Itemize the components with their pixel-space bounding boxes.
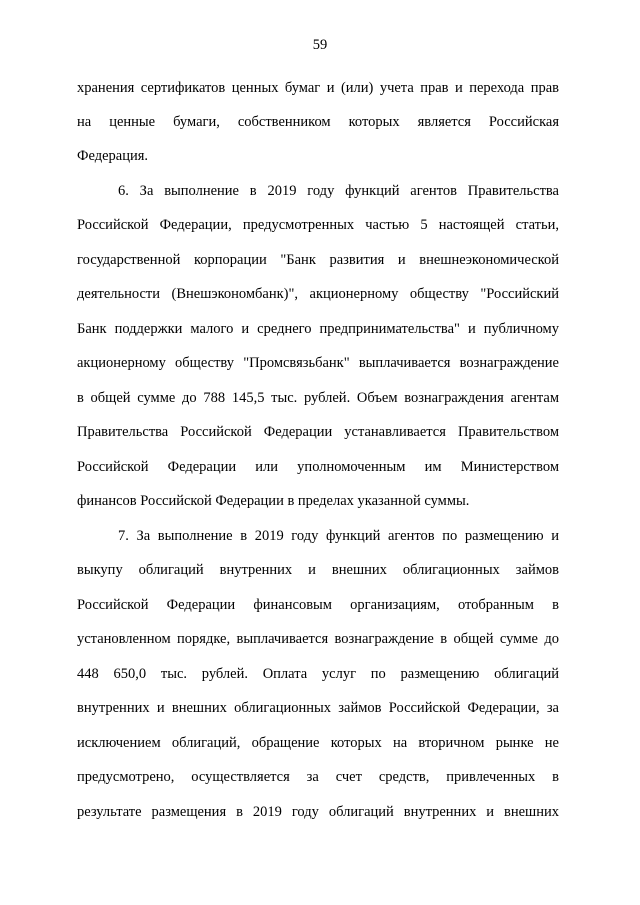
text-line: хранения сертификатов ценных бумаг и (или) учета прав и перехода прав bbox=[77, 80, 559, 96]
text-line: деятельности (Внешэкономбанк)", акционерному обществу "Российский bbox=[77, 286, 559, 302]
text-line: в общей сумме до 788 145,5 тыс. рублей. Объем вознаграждения агентам bbox=[77, 390, 559, 406]
text-line: предусмотрено, осуществляется за счет средств, привлеченных в bbox=[77, 769, 559, 785]
text-line: государственной корпорации "Банк развития и внешнеэкономической bbox=[77, 252, 559, 268]
text-line: акционерному обществу "Промсвязьбанк" выплачивается вознаграждение bbox=[77, 355, 559, 371]
text-line: 6. За выполнение в 2019 году функций агентов Правительства bbox=[118, 183, 559, 199]
text-line: Российской Федерации или уполномоченным им Министерством bbox=[77, 459, 559, 475]
text-line: Российской Федерации, предусмотренных частью 5 настоящей статьи, bbox=[77, 217, 559, 233]
text-line: выкупу облигаций внутренних и внешних облигационных займов bbox=[77, 562, 559, 578]
text-line: внутренних и внешних облигационных займов Российской Федерации, за bbox=[77, 700, 559, 716]
text-line: результате размещения в 2019 году облигаций внутренних и внешних bbox=[77, 804, 559, 820]
text-line: Правительства Российской Федерации устанавливается Правительством bbox=[77, 424, 559, 440]
text-line: Банк поддержки малого и среднего предпринимательства" и публичному bbox=[77, 321, 559, 337]
text-line: 448 650,0 тыс. рублей. Оплата услуг по размещению облигаций bbox=[77, 666, 559, 682]
text-line: Российской Федерации финансовым организациям, отобранным в bbox=[77, 597, 559, 613]
text-line: финансов Российской Федерации в пределах указанной суммы. bbox=[77, 493, 470, 509]
text-line: установленном порядке, выплачивается вознаграждение в общей сумме до bbox=[77, 631, 559, 647]
page-number: 59 bbox=[312, 37, 328, 53]
text-line: на ценные бумаги, собственником которых является Российская bbox=[77, 114, 559, 130]
text-line: Федерация. bbox=[77, 148, 149, 164]
text-line: 7. За выполнение в 2019 году функций агентов по размещению и bbox=[118, 528, 559, 544]
text-line: исключением облигаций, обращение которых на вторичном рынке не bbox=[77, 735, 559, 751]
